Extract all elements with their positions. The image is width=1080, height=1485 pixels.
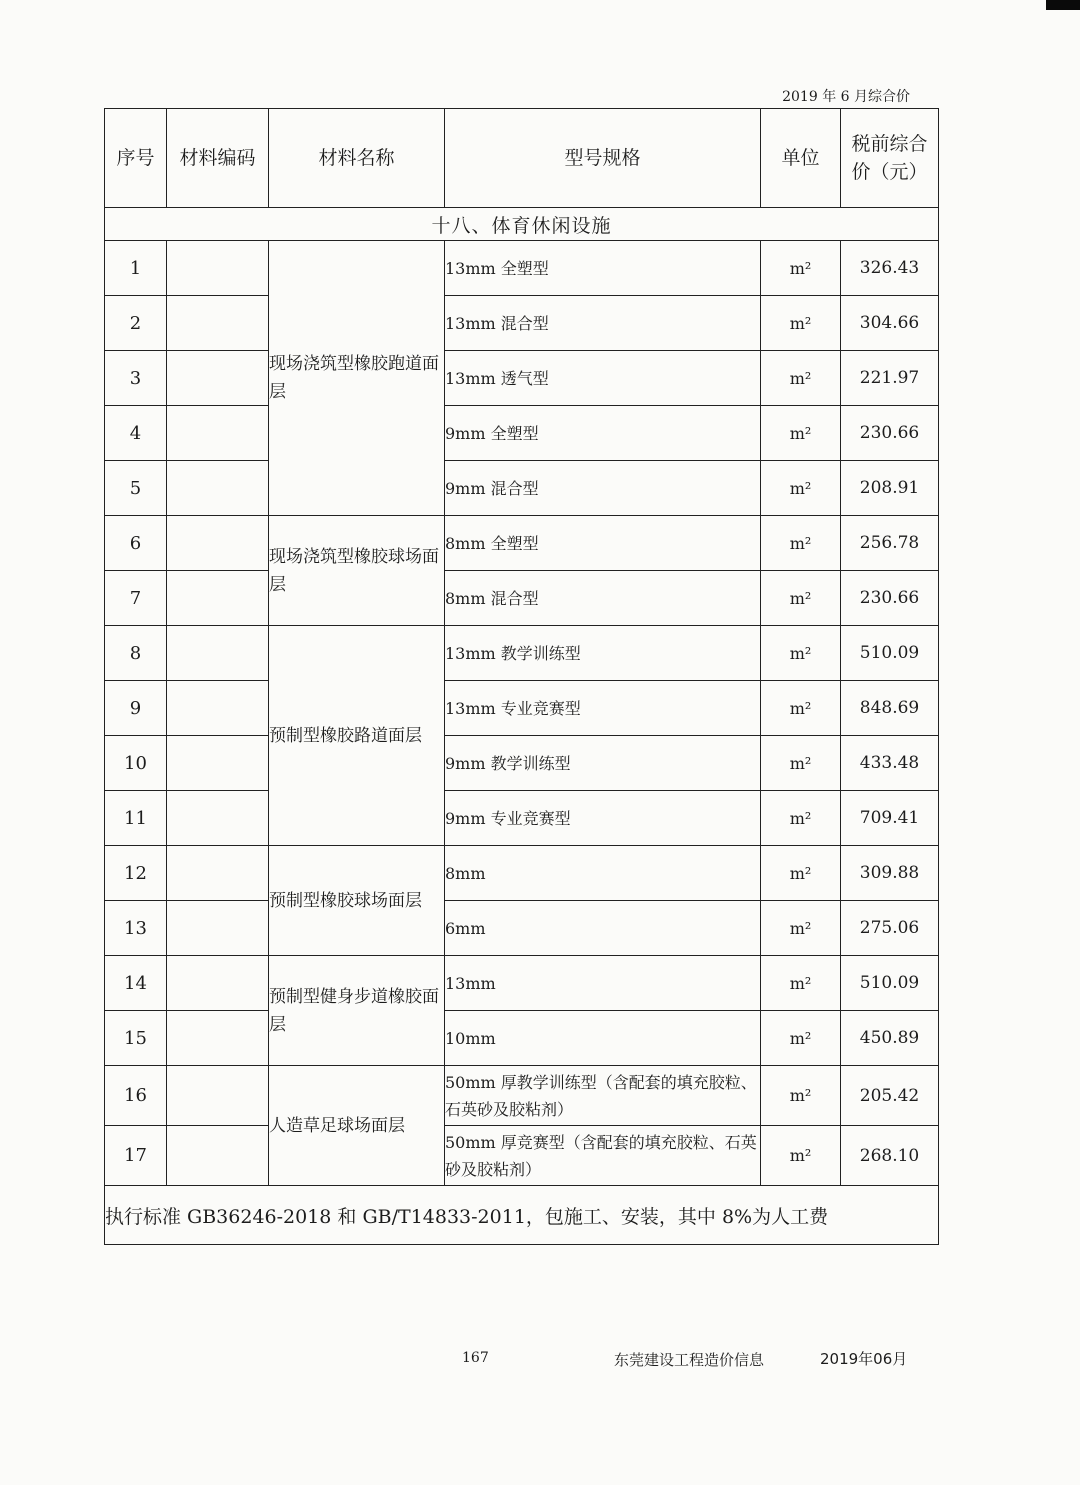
row-spec: 8mm 全塑型 <box>445 516 761 571</box>
row-seq: 6 <box>105 516 167 571</box>
row-seq: 4 <box>105 406 167 461</box>
header-code: 材料编码 <box>167 109 269 208</box>
row-unit: m² <box>761 1011 841 1066</box>
row-seq: 5 <box>105 461 167 516</box>
table-row <box>105 791 939 846</box>
publication-date: 2019年06月 <box>820 1350 908 1368</box>
row-code <box>167 516 269 571</box>
row-seq: 1 <box>105 241 167 296</box>
row-seq: 7 <box>105 571 167 626</box>
row-spec: 13mm 教学训练型 <box>445 626 761 681</box>
row-code <box>167 296 269 351</box>
row-code <box>167 406 269 461</box>
table-note: 执行标准 GB36246-2018 和 GB/T14833-2011，包施工、安装，其中 8%为人工费 <box>105 1186 939 1245</box>
row-price: 230.66 <box>841 406 939 461</box>
row-code <box>167 626 269 681</box>
group-name: 预制型橡胶路道面层 <box>269 626 445 846</box>
row-seq: 16 <box>105 1066 167 1126</box>
row-price: 205.42 <box>841 1066 939 1126</box>
row-code <box>167 351 269 406</box>
group-name: 现场浇筑型橡胶球场面层 <box>269 516 445 626</box>
row-seq: 15 <box>105 1011 167 1066</box>
row-unit: m² <box>761 846 841 901</box>
header-spec: 型号规格 <box>445 109 761 208</box>
row-price: 510.09 <box>841 626 939 681</box>
date-header: 2019 年 6 月综合价 <box>782 89 910 105</box>
row-code <box>167 571 269 626</box>
table-row <box>105 901 939 956</box>
row-code <box>167 461 269 516</box>
row-code <box>167 791 269 846</box>
row-unit: m² <box>761 901 841 956</box>
row-price: 230.66 <box>841 571 939 626</box>
row-code <box>167 681 269 736</box>
row-seq: 14 <box>105 956 167 1011</box>
row-unit: m² <box>761 1066 841 1126</box>
row-unit: m² <box>761 626 841 681</box>
group-name: 人造草足球场面层 <box>269 1066 445 1186</box>
row-seq: 13 <box>105 901 167 956</box>
row-price: 433.48 <box>841 736 939 791</box>
row-code <box>167 736 269 791</box>
table-row <box>105 571 939 626</box>
note-row <box>105 1186 939 1245</box>
row-unit: m² <box>761 571 841 626</box>
row-price: 268.10 <box>841 1126 939 1186</box>
row-seq: 3 <box>105 351 167 406</box>
row-spec: 9mm 教学训练型 <box>445 736 761 791</box>
row-code <box>167 1066 269 1126</box>
row-spec: 13mm 混合型 <box>445 296 761 351</box>
header-seq: 序号 <box>105 109 167 208</box>
row-code <box>167 901 269 956</box>
row-spec: 8mm <box>445 846 761 901</box>
publication-name: 东莞建设工程造价信息 <box>614 1351 765 1369</box>
group-name: 预制型健身步道橡胶面层 <box>269 956 445 1066</box>
row-price: 208.91 <box>841 461 939 516</box>
table-row <box>105 1066 939 1126</box>
row-seq: 9 <box>105 681 167 736</box>
row-unit: m² <box>761 406 841 461</box>
row-seq: 12 <box>105 846 167 901</box>
row-spec: 13mm <box>445 956 761 1011</box>
row-price: 304.66 <box>841 296 939 351</box>
row-price: 709.41 <box>841 791 939 846</box>
row-unit: m² <box>761 791 841 846</box>
row-unit: m² <box>761 736 841 791</box>
table-row <box>105 956 939 1011</box>
table-row <box>105 461 939 516</box>
section-title: 十八、体育休闲设施 <box>105 208 939 241</box>
header-price: 税前综合价（元） <box>841 109 939 208</box>
row-spec: 13mm 全塑型 <box>445 241 761 296</box>
table-row <box>105 406 939 461</box>
row-price: 848.69 <box>841 681 939 736</box>
scan-edge-mark <box>1046 0 1080 10</box>
row-spec: 50mm 厚竞赛型（含配套的填充胶粒、石英砂及胶粘剂） <box>445 1126 761 1186</box>
row-unit: m² <box>761 461 841 516</box>
table-row <box>105 626 939 681</box>
table-row <box>105 351 939 406</box>
row-price: 221.97 <box>841 351 939 406</box>
row-code <box>167 1126 269 1186</box>
table-row <box>105 241 939 296</box>
row-spec: 8mm 混合型 <box>445 571 761 626</box>
row-spec: 13mm 透气型 <box>445 351 761 406</box>
price-table <box>104 108 939 1245</box>
row-unit: m² <box>761 681 841 736</box>
table-row <box>105 1126 939 1186</box>
row-spec: 13mm 专业竞赛型 <box>445 681 761 736</box>
row-spec: 50mm 厚教学训练型（含配套的填充胶粒、石英砂及胶粘剂） <box>445 1066 761 1126</box>
table-row <box>105 296 939 351</box>
row-seq: 2 <box>105 296 167 351</box>
row-unit: m² <box>761 956 841 1011</box>
row-unit: m² <box>761 351 841 406</box>
header-row <box>105 109 939 208</box>
row-seq: 17 <box>105 1126 167 1186</box>
group-name: 预制型橡胶球场面层 <box>269 846 445 956</box>
row-code <box>167 1011 269 1066</box>
row-price: 326.43 <box>841 241 939 296</box>
header-unit: 单位 <box>761 109 841 208</box>
row-code <box>167 846 269 901</box>
row-code <box>167 241 269 296</box>
row-spec: 9mm 混合型 <box>445 461 761 516</box>
section-row <box>105 208 939 241</box>
page-number: 167 <box>462 1350 489 1366</box>
table-row <box>105 516 939 571</box>
row-seq: 11 <box>105 791 167 846</box>
row-spec: 10mm <box>445 1011 761 1066</box>
row-price: 309.88 <box>841 846 939 901</box>
row-seq: 8 <box>105 626 167 681</box>
row-spec: 9mm 专业竞赛型 <box>445 791 761 846</box>
table-row <box>105 846 939 901</box>
header-name: 材料名称 <box>269 109 445 208</box>
table-row <box>105 681 939 736</box>
row-spec: 6mm <box>445 901 761 956</box>
row-unit: m² <box>761 516 841 571</box>
row-unit: m² <box>761 1126 841 1186</box>
row-spec: 9mm 全塑型 <box>445 406 761 461</box>
table-row <box>105 1011 939 1066</box>
row-price: 510.09 <box>841 956 939 1011</box>
row-price: 256.78 <box>841 516 939 571</box>
row-price: 275.06 <box>841 901 939 956</box>
table-row <box>105 736 939 791</box>
row-unit: m² <box>761 241 841 296</box>
row-seq: 10 <box>105 736 167 791</box>
group-name: 现场浇筑型橡胶跑道面层 <box>269 241 445 516</box>
row-price: 450.89 <box>841 1011 939 1066</box>
row-unit: m² <box>761 296 841 351</box>
row-code <box>167 956 269 1011</box>
